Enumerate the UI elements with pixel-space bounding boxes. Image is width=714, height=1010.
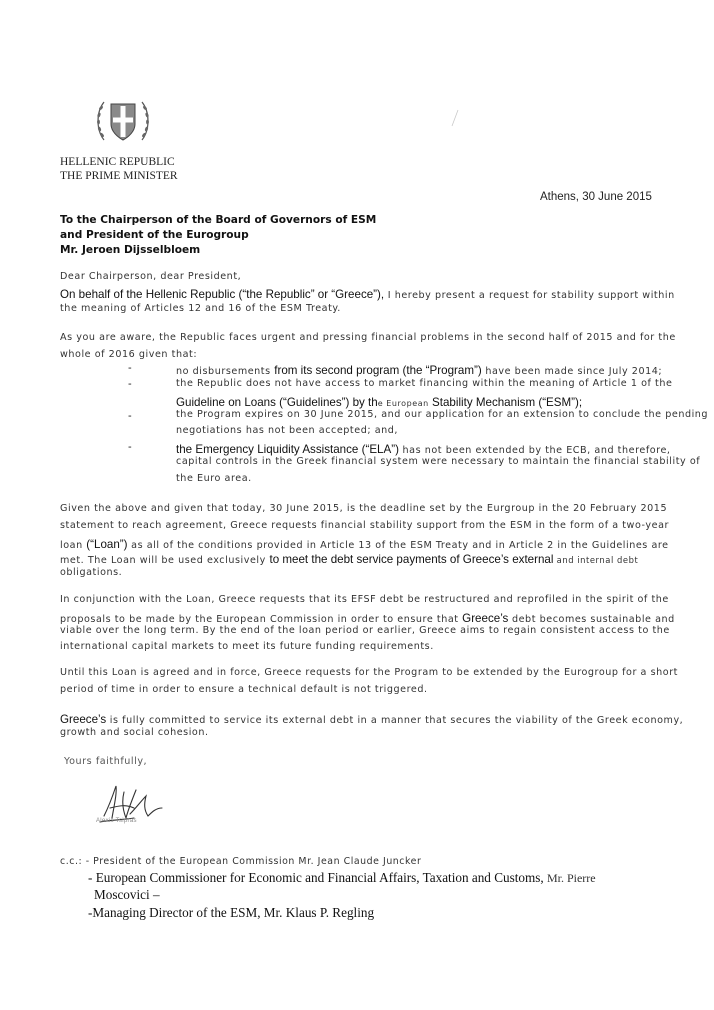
cc-line-1: c.c.: - President of the European Commission Mr. Jean Claude Juncker xyxy=(60,856,422,867)
cc-line-4: -Managing Director of the ESM, Mr. Klaus P. Regling xyxy=(88,905,375,920)
addressee-line-3: Mr. Jeroen Dijsselbloem xyxy=(60,244,201,256)
closing: Yours faithfully, xyxy=(64,756,148,767)
text-span: Guideline on Loans (“Guidelines”) by th xyxy=(176,396,378,409)
text-span: has not been extended by the ECB, and therefore, xyxy=(398,445,671,456)
paragraph-3-line-2: statement to reach agreement, Greece requests financial stability support from the ESM in the form of a two-year xyxy=(60,520,669,531)
paragraph-2-line-2: whole of 2016 given that: xyxy=(60,349,198,360)
text-span: Stability Mechanism (“ESM”); xyxy=(428,396,583,409)
paragraph-1-line-2: the meaning of Articles 12 and 16 of the ESM Treaty. xyxy=(60,303,341,314)
text-span: Mr. Pierre xyxy=(546,871,596,885)
text-span: I hereby present a request for stability support within xyxy=(384,290,675,301)
text-span: Greece’s xyxy=(60,713,107,726)
bullet-1-line-1 xyxy=(176,361,662,379)
text-span: debt becomes sustainable and xyxy=(508,614,675,625)
paragraph-5-line-2: period of time in order to ensure a technical default is not triggered. xyxy=(60,684,428,695)
addressee-line-1: To the Chairperson of the Board of Governors of ESM xyxy=(60,214,377,226)
bullet-dash: - xyxy=(128,362,132,374)
paragraph-4-line-1: In conjunction with the Loan, Greece requests that its EFSF debt be restructured and reprofiled in the spirit of the xyxy=(60,594,669,605)
text-span: e European xyxy=(377,399,429,408)
paragraph-6-line-1 xyxy=(60,710,683,728)
text-span: Greece’s xyxy=(462,612,509,625)
cc-line-3: Moscovici – xyxy=(94,887,160,902)
addressee-line-2: and President of the Eurogroup xyxy=(60,229,249,241)
bullet-4-line-3: the Euro area. xyxy=(176,473,252,484)
letter-date: Athens, 30 June 2015 xyxy=(540,191,652,203)
salutation: Dear Chairperson, dear President, xyxy=(60,271,242,282)
paragraph-4-line-3: viable over the long term. By the end of the loan period or earlier, Greece aims to regain consistent access to the xyxy=(60,625,670,636)
text-span: On behalf of the Hellenic Republic (“the Republic” or “Greece”), xyxy=(60,288,385,301)
paragraph-3-line-4 xyxy=(60,550,638,568)
text-span: no disbursements xyxy=(176,366,275,377)
bullet-3-line-2: negotiations has not been accepted; and, xyxy=(176,425,399,436)
bullet-4-line-2: capital controls in the Greek financial system were necessary to maintain the financial stability of xyxy=(176,456,701,467)
paragraph-3-line-5: obligations. xyxy=(60,567,123,578)
paragraph-5-line-1: Until this Loan is agreed and in force, Greece requests for the Program to be extended by the Eurogroup for a short xyxy=(60,667,678,678)
signature-name: Alexis Tsipras xyxy=(96,818,137,824)
bullet-dash: - xyxy=(128,441,132,453)
text-span: and internal debt xyxy=(553,555,639,565)
prime-minister-heading: THE PRIME MINISTER xyxy=(60,170,178,182)
paragraph-4-line-4: international capital markets to meet its future funding requirements. xyxy=(60,641,434,652)
paragraph-2-line-1: As you are aware, the Republic faces urgent and pressing financial problems in the second half of 2015 and for the xyxy=(60,332,676,343)
text-span: have been made since July 2014; xyxy=(481,366,663,377)
text-span: to meet the debt service payments of Greece’s external xyxy=(269,553,554,566)
text-span: met. The Loan will be used exclusively xyxy=(60,555,270,566)
hellenic-republic-heading: HELLENIC REPUBLIC xyxy=(60,156,175,168)
text-span: proposals to be made by the European Commission in order to ensure that xyxy=(60,614,463,625)
paragraph-3-line-1: Given the above and given that today, 30 June 2015, is the deadline set by the Eurgroup in the 20 February 2015 xyxy=(60,503,668,514)
text-span: as all of the conditions provided in Article 13 of the ESM Treaty and in Article 2 in the Guidelines are xyxy=(127,540,669,551)
bullet-3-line-1: the Program expires on 30 June 2015, and our application for an extension to conclude the pending xyxy=(176,409,709,420)
text-span: from its second program (the “Program”) xyxy=(274,364,482,377)
pen-mark-decoration xyxy=(448,108,462,128)
paragraph-1-line-1 xyxy=(60,285,675,303)
bullet-dash: - xyxy=(128,378,132,390)
bullet-dash: - xyxy=(128,410,132,422)
text-span: the Emergency Liquidity Assistance (“ELA”) xyxy=(176,443,399,456)
cc-line-2 xyxy=(88,869,596,887)
text-span: - European Commissioner for Economic and Financial Affairs, Taxation and Customs, xyxy=(88,870,547,885)
text-span: loan xyxy=(60,540,87,551)
text-span: (“Loan”) xyxy=(86,538,128,551)
greek-coat-of-arms-emblem xyxy=(94,94,152,146)
paragraph-6-line-2: growth and social cohesion. xyxy=(60,727,209,738)
text-span: is fully committed to service its external debt in a manner that secures the viability of the Greek economy, xyxy=(106,715,684,726)
bullet-2-line-1: the Republic does not have access to market financing within the meaning of Article 1 of the xyxy=(176,378,673,389)
